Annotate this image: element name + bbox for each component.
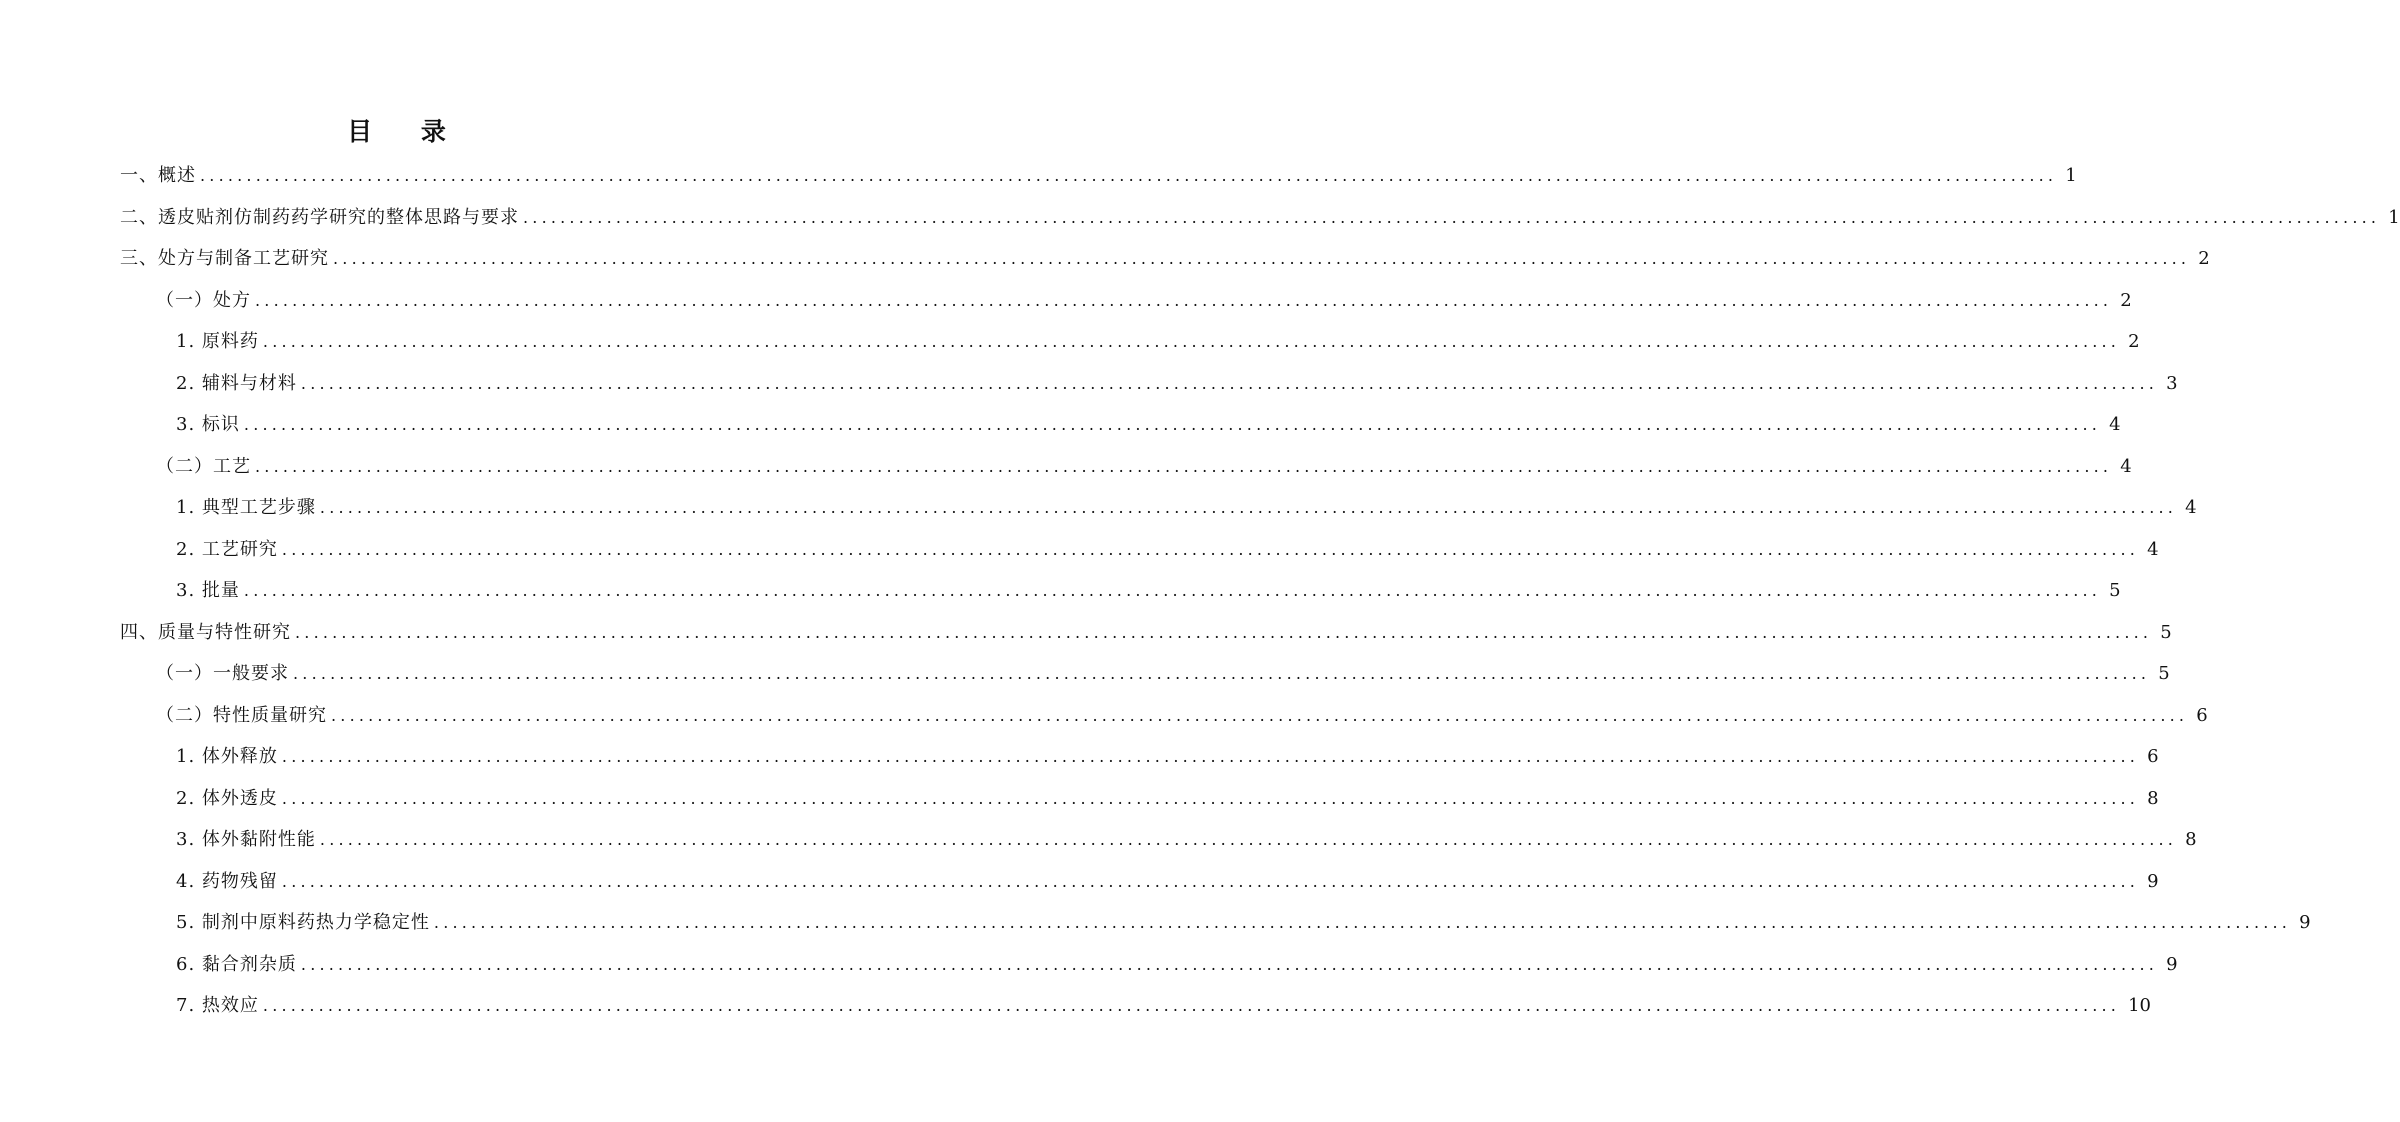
toc-entry-text: （二）特性质量研究	[156, 704, 327, 726]
toc-leader-dots: ........................................................................................................................................................................................................	[523, 207, 2381, 227]
toc-entry[interactable]	[120, 446, 2132, 488]
toc-page-number: 8	[2147, 787, 2159, 809]
toc-leader-dots: ........................................................................................................................................................................................................	[293, 664, 2151, 683]
toc-leader-dots: ........................................................................................................................................................................................................	[300, 373, 2159, 393]
toc-leader-dots: ........................................................................................................................................................................................................	[295, 622, 2153, 642]
toc-entry[interactable]	[120, 363, 2178, 405]
toc-entry[interactable]	[120, 778, 2159, 820]
toc-page-number: 2	[2128, 331, 2140, 352]
toc-entry[interactable]	[120, 404, 2121, 446]
toc-entry-text: 6. 黏合剂杂质	[176, 953, 297, 975]
toc-entry-text: 4. 药物残留	[176, 870, 278, 892]
toc-leader-dots: ........................................................................................................................................................................................................	[319, 830, 2178, 849]
toc-leader-dots: ........................................................................................................................................................................................................	[281, 539, 2140, 559]
toc-leader-dots: ........................................................................................................................................................................................................	[319, 498, 2178, 517]
toc-entry[interactable]	[120, 902, 2311, 944]
toc-entry-text: 5. 制剂中原料药热力学稳定性	[176, 912, 430, 933]
toc-leader-dots: ........................................................................................................................................................................................................	[255, 456, 2113, 476]
toc-entry-text: 1. 原料药	[176, 331, 259, 352]
toc-page-number: 6	[2196, 704, 2208, 726]
toc-leader-dots: ........................................................................................................................................................................................................	[243, 581, 2102, 600]
toc-page-number: 10	[2128, 995, 2151, 1016]
toc-title: 目 录	[347, 117, 466, 146]
toc-page-number: 3	[2166, 372, 2178, 394]
toc-entry-text: 3. 标识	[176, 414, 240, 435]
toc-leader-dots: ........................................................................................................................................................................................................	[262, 332, 2121, 351]
toc-page-number: 2	[2120, 289, 2132, 311]
toc-entry-text: 1. 体外释放	[176, 746, 278, 767]
toc-page-number: 1	[2065, 165, 2077, 186]
toc-page-number: 4	[2109, 414, 2121, 435]
toc-page-number: 5	[2109, 580, 2121, 601]
toc-page-number: 4	[2147, 538, 2159, 560]
toc-leader-dots: ........................................................................................................................................................................................................	[333, 249, 2191, 268]
toc-page-number: 4	[2185, 497, 2197, 518]
toc-entry[interactable]	[120, 529, 2159, 571]
toc-leader-dots: ........................................................................................................................................................................................................	[331, 705, 2189, 725]
toc-entry-text: 1. 典型工艺步骤	[176, 497, 316, 518]
toc-entry[interactable]	[120, 819, 2197, 861]
toc-entry[interactable]	[120, 238, 2210, 280]
toc-entry-text: （二）工艺	[156, 455, 251, 477]
toc-entry[interactable]	[120, 155, 2077, 197]
toc-entry-text: 四、质量与特性研究	[120, 621, 291, 643]
toc-entry[interactable]	[120, 695, 2208, 737]
toc-entry-text: （一）处方	[156, 289, 251, 311]
toc-page-number: 4	[2120, 455, 2132, 477]
toc-page-number: 8	[2185, 829, 2197, 850]
toc-entry-text: （一）一般要求	[156, 663, 289, 684]
toc-entry[interactable]	[120, 321, 2140, 363]
toc-entry[interactable]	[120, 487, 2197, 529]
toc-page-number: 5	[2158, 663, 2170, 684]
toc-page-number: 1	[2388, 206, 2400, 228]
toc-entry-text: 2. 工艺研究	[176, 538, 278, 560]
toc-entry[interactable]	[120, 944, 2178, 986]
toc-leader-dots: ........................................................................................................................................................................................................	[433, 913, 2292, 932]
toc-entry[interactable]	[120, 861, 2159, 903]
toc-leader-dots: ........................................................................................................................................................................................................	[243, 415, 2102, 434]
toc-leader-dots: ........................................................................................................................................................................................................	[300, 954, 2159, 974]
toc-entry[interactable]	[120, 653, 2170, 695]
toc-leader-dots: ........................................................................................................................................................................................................	[200, 166, 2058, 185]
toc-entry-text: 二、透皮贴剂仿制药药学研究的整体思路与要求	[120, 206, 519, 228]
toc-entry-text: 一、概述	[120, 165, 196, 186]
toc-page-number: 2	[2198, 248, 2210, 269]
toc-entry[interactable]	[120, 985, 2151, 1027]
toc-entry[interactable]	[120, 197, 2400, 239]
toc-entry-text: 3. 体外黏附性能	[176, 829, 316, 850]
toc-entry-text: 7. 热效应	[176, 995, 259, 1016]
toc-page-number: 9	[2166, 953, 2178, 975]
toc-page-number: 9	[2299, 912, 2311, 933]
toc-leader-dots: ........................................................................................................................................................................................................	[262, 996, 2121, 1015]
toc-entry[interactable]	[120, 612, 2172, 654]
toc-entry[interactable]	[120, 280, 2132, 322]
toc-page-number: 6	[2147, 746, 2159, 767]
toc-leader-dots: ........................................................................................................................................................................................................	[255, 290, 2113, 310]
toc-page-number: 5	[2160, 621, 2172, 643]
toc-entry[interactable]	[120, 570, 2121, 612]
toc-page-number: 9	[2147, 870, 2159, 892]
toc-entry[interactable]	[120, 736, 2159, 778]
toc-entry-text: 三、处方与制备工艺研究	[120, 248, 329, 269]
toc-entry-text: 2. 体外透皮	[176, 787, 278, 809]
toc-leader-dots: ........................................................................................................................................................................................................	[281, 871, 2140, 891]
toc-leader-dots: ........................................................................................................................................................................................................	[281, 788, 2140, 808]
toc-list	[120, 155, 2400, 1027]
toc-leader-dots: ........................................................................................................................................................................................................	[281, 747, 2140, 766]
toc-entry-text: 3. 批量	[176, 580, 240, 601]
toc-entry-text: 2. 辅料与材料	[176, 372, 297, 394]
